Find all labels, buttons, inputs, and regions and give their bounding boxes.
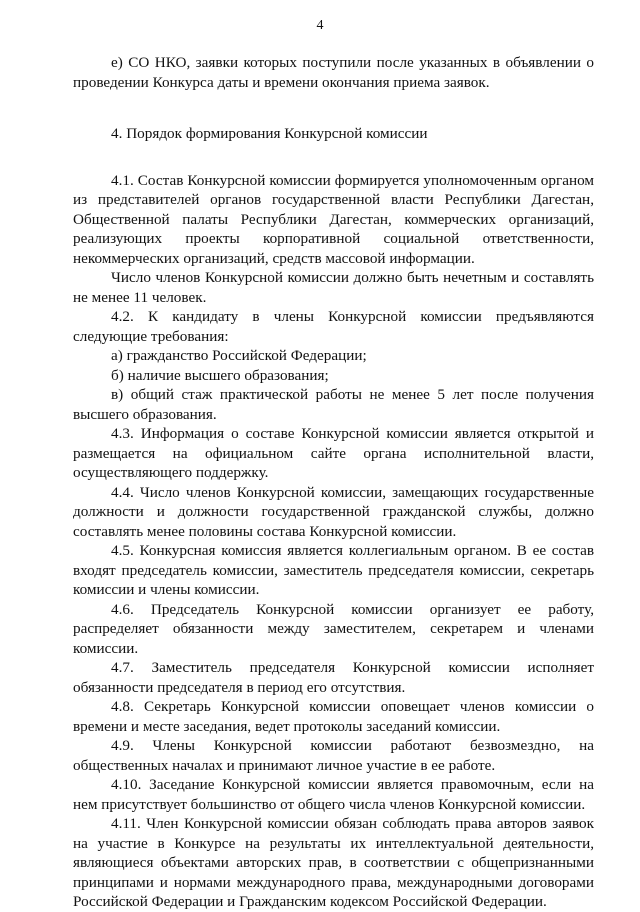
requirement-a: а) гражданство Российской Федерации; — [111, 347, 367, 364]
requirement-b: б) наличие высшего образования; — [111, 366, 329, 384]
page-number: 4 — [316, 18, 324, 33]
section-heading: 4. Порядок формирования Конкурсной комиссии — [111, 125, 428, 142]
paragraph-4-3: 4.3. Информация о составе Конкурсной комиссии является открытой и размещается на официальном сайте органа исполнительной власти, осуществляющего поддержку. — [73, 425, 594, 481]
paragraph-4-9: 4.9. Члены Конкурсной комиссии работают безвозмездно, на общественных началах и принимают личное участие в ее работе. — [73, 737, 594, 774]
paragraph-4-6: 4.6. Председатель Конкурсной комиссии организует ее работу, распределяет обязанности между заместителем, секретарем и членами комиссии. — [73, 600, 594, 657]
paragraph-members-count: Число членов Конкурсной комиссии должно быть нечетным и составлять не менее 11 человек. — [73, 269, 594, 306]
paragraph-4-1: 4.1. Состав Конкурсной комиссии формируется уполномоченным органом из представителей органов государственной власти Республики Дагестан, Общественной палаты Республики Дагестан, коммерческих организаций, реализующих проекты корпоративной социальной ответственности, некоммерческих организаций, средств массовой информации. — [73, 171, 594, 267]
paragraph-4-2: 4.2. К кандидату в члены Конкурсной комиссии предъявляются следующие требования: — [73, 308, 594, 345]
paragraph-4-4: 4.4. Число членов Конкурсной комиссии, замещающих государственные должности и должности государственной гражданской службы, должно составлять менее половины состава Конкурсной комиссии. — [73, 483, 594, 540]
paragraph-4-8: 4.8. Секретарь Конкурсной комиссии оповещает членов комиссии о времени и месте заседания, ведет протоколы заседаний комиссии. — [73, 698, 594, 735]
paragraph-4-10: 4.10. Заседание Конкурсной комиссии является правомочным, если на нем присутствует большинство от общего числа членов Конкурсной комиссии. — [73, 776, 594, 813]
paragraph-4-11: 4.11. Член Конкурсной комиссии обязан соблюдать права авторов заявок на участие в Конкурсе на результаты их интеллектуальной деятельности, являющиеся объектами авторских прав, в соответствии с общепризнанными принципами и нормами международного права, международными договорами Российской Федерации и Гражданским кодексом Российской Федерации. — [73, 815, 594, 910]
requirement-c: в) общий стаж практической работы не менее 5 лет после получения высшего образования. — [73, 386, 594, 423]
document-body — [73, 53, 594, 912]
intro-paragraph: е) СО НКО, заявки которых поступили после указанных в объявлении о проведении Конкурса даты и времени окончания приема заявок. — [73, 54, 594, 91]
paragraph-4-7: 4.7. Заместитель председателя Конкурсной комиссии исполняет обязанности председателя в период его отсутствия. — [73, 659, 594, 696]
paragraph-4-5: 4.5. Конкурсная комиссия является коллегиальным органом. В ее состав входят председатель комиссии, заместитель председателя комиссии, секретарь комиссии и члены комиссии. — [73, 542, 594, 598]
